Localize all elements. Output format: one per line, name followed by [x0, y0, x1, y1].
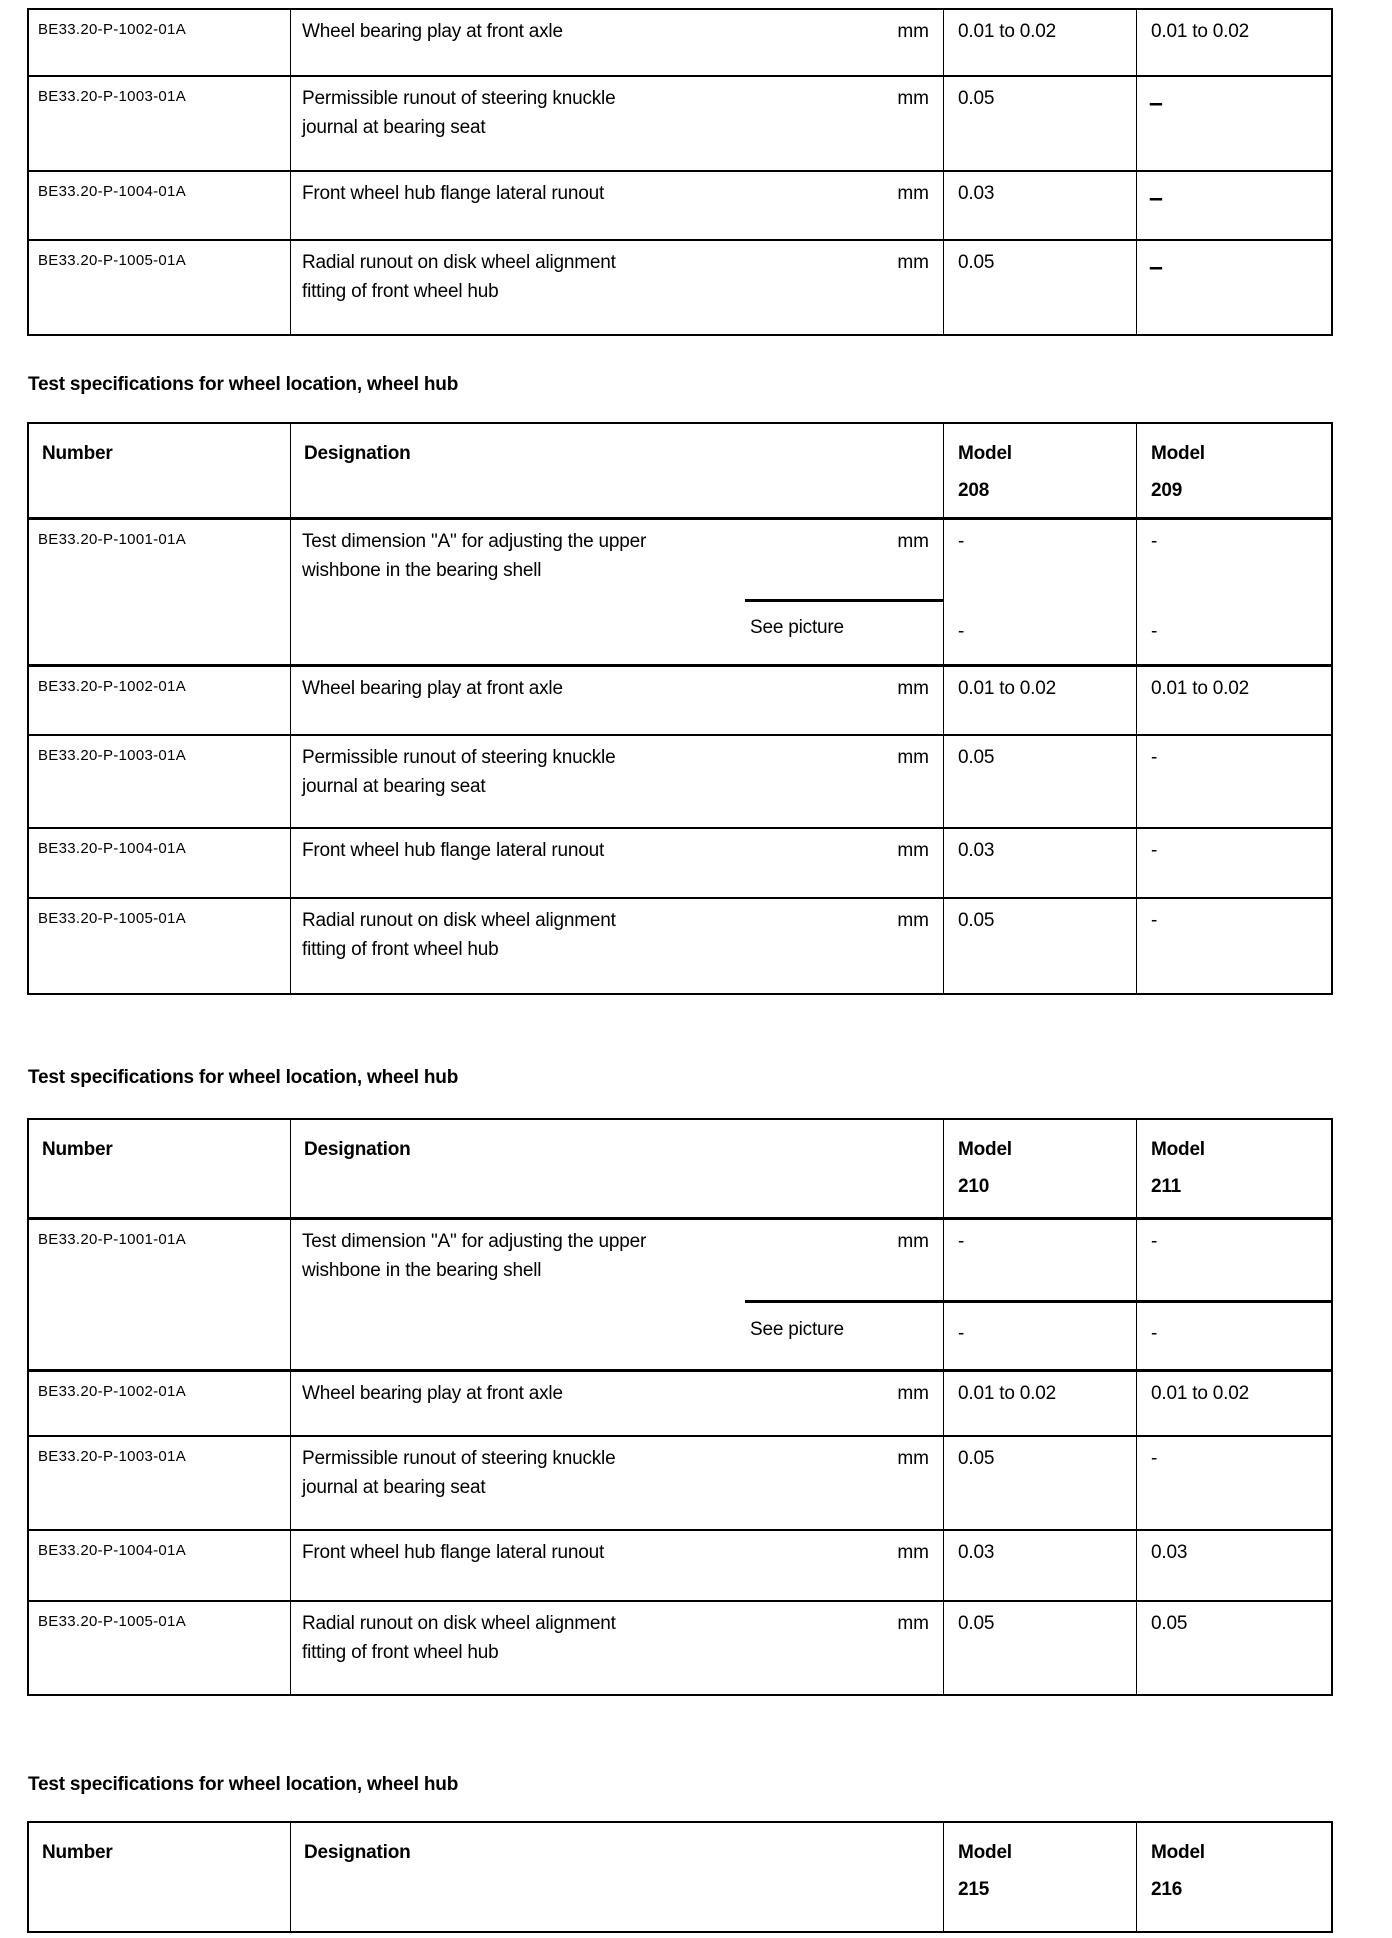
- number-cell: [29, 10, 290, 75]
- section-heading: Test specifications for wheel location, wheel hub: [28, 1067, 459, 1088]
- designation-cell: [290, 899, 943, 993]
- table-row: [29, 10, 1331, 75]
- table-row: [29, 734, 1331, 827]
- designation-text: [291, 667, 563, 703]
- designation-text: [291, 1531, 604, 1567]
- designation-text: [291, 736, 615, 801]
- number-cell: [29, 77, 290, 170]
- number-cell: [29, 172, 290, 239]
- designation-line: fitting of front wheel hub: [302, 281, 499, 302]
- model-b-value: 0.01 to 0.02: [1136, 667, 1331, 734]
- unit-label: mm: [897, 1231, 929, 1252]
- column-header-designation: Designation: [290, 424, 943, 517]
- table-row-composite: [29, 517, 1331, 664]
- spec-number: BE33.20-P-1003-01A: [38, 747, 186, 764]
- designation-line: fitting of front wheel hub: [302, 939, 499, 960]
- designation-line: journal at bearing seat: [302, 117, 486, 138]
- table-row: [29, 170, 1331, 239]
- model-a-value: 0.05: [943, 241, 1136, 334]
- section-heading: Test specifications for wheel location, wheel hub: [28, 374, 459, 395]
- table-header-row: [29, 424, 1331, 517]
- model-a-value: 0.01 to 0.02: [943, 10, 1136, 75]
- model-b-value: -: [1136, 829, 1331, 897]
- designation-line: Permissible runout of steering knuckle: [302, 88, 616, 109]
- column-header-designation: Designation: [290, 1823, 943, 1931]
- number-cell: [29, 1531, 290, 1600]
- number-cell: [29, 736, 290, 827]
- unit-label: mm: [897, 88, 929, 109]
- model-b-number: 211: [1151, 1176, 1182, 1197]
- table-row: [29, 897, 1331, 993]
- table-header-row: [29, 1823, 1331, 1931]
- designation-text: [291, 77, 615, 142]
- designation-text: [291, 899, 616, 964]
- designation-line: fitting of front wheel hub: [302, 1642, 499, 1663]
- unit-label: mm: [897, 840, 929, 861]
- model-a-value: 0.05: [943, 736, 1136, 827]
- designation-line: Test dimension "A" for adjusting the upper: [302, 531, 647, 552]
- spec-number: BE33.20-P-1005-01A: [38, 252, 186, 269]
- model-b-value: -: [1136, 736, 1331, 827]
- model-b-number: 216: [1151, 1879, 1183, 1900]
- spec-number: BE33.20-P-1002-01A: [38, 1383, 186, 1400]
- designation-cell: [290, 520, 943, 664]
- designation-line: journal at bearing seat: [302, 1477, 486, 1498]
- spec-table-208-209: [27, 422, 1333, 995]
- designation-text: [291, 1437, 615, 1502]
- see-picture-label: See picture: [750, 1319, 844, 1340]
- unit-label: mm: [897, 531, 929, 552]
- designation-cell: [290, 1531, 943, 1600]
- spec-table-continuation: [27, 8, 1333, 336]
- model-a-value: 0.03: [943, 1531, 1136, 1600]
- number-cell: [29, 520, 290, 664]
- model-b-value: 0.05: [1136, 1602, 1331, 1694]
- model-a-value: 0.01 to 0.02: [943, 667, 1136, 734]
- number-cell: [29, 829, 290, 897]
- spec-number: BE33.20-P-1001-01A: [38, 1231, 186, 1248]
- model-b-value-sub: -: [1151, 621, 1158, 642]
- section-heading: Test specifications for wheel location, wheel hub: [28, 1774, 459, 1795]
- spec-number: BE33.20-P-1005-01A: [38, 910, 186, 927]
- number-cell: [29, 899, 290, 993]
- spec-number: BE33.20-P-1002-01A: [38, 21, 186, 38]
- designation-line: journal at bearing seat: [302, 776, 486, 797]
- model-b-value: -: [1136, 899, 1331, 993]
- designation-cell: [290, 1437, 943, 1529]
- column-header-number: Number: [42, 443, 113, 464]
- table-row: [29, 827, 1331, 897]
- designation-cell: [290, 10, 943, 75]
- table-header-row: [29, 1120, 1331, 1217]
- unit-label: mm: [897, 21, 929, 42]
- designation-line: Radial runout on disk wheel alignment: [302, 1613, 616, 1634]
- model-a-value: 0.01 to 0.02: [943, 1372, 1136, 1435]
- model-b-value: 0.03: [1136, 1531, 1331, 1600]
- designation-text: [291, 520, 646, 585]
- designation-line: Front wheel hub flange lateral runout: [302, 183, 605, 204]
- model-a-value-sub: -: [958, 621, 965, 642]
- table-row: [29, 75, 1331, 170]
- model-b-value: –: [1136, 172, 1331, 239]
- table-row: [29, 239, 1331, 334]
- model-a-cell: [943, 1220, 1136, 1369]
- spec-table-210-211: [27, 1118, 1333, 1696]
- designation-line: Permissible runout of steering knuckle: [302, 1448, 616, 1469]
- designation-text: [291, 1372, 563, 1408]
- model-b-cell: [1136, 520, 1331, 664]
- designation-line: Front wheel hub flange lateral runout: [302, 1542, 605, 1563]
- unit-label: mm: [897, 678, 929, 699]
- column-header-designation: Designation: [290, 1120, 943, 1217]
- designation-cell: [290, 736, 943, 827]
- spec-table-215-216: [27, 1821, 1333, 1933]
- column-header-model-a: Model 210: [943, 1120, 1136, 1217]
- model-a-value: -: [958, 1231, 965, 1252]
- number-cell: [29, 1220, 290, 1369]
- designation-text: [291, 829, 604, 865]
- table-row-composite: [29, 1217, 1331, 1369]
- unit-label: mm: [897, 910, 929, 931]
- model-a-value: 0.05: [943, 77, 1136, 170]
- spec-number: BE33.20-P-1004-01A: [38, 183, 186, 200]
- table-row: [29, 664, 1331, 734]
- unit-label: mm: [897, 252, 929, 273]
- designation-line: Wheel bearing play at front axle: [302, 678, 563, 699]
- designation-line: wishbone in the bearing shell: [302, 560, 542, 581]
- designation-text: [291, 1602, 616, 1667]
- model-a-value-sub: -: [958, 1323, 965, 1344]
- column-header-number: Number: [42, 1842, 113, 1863]
- model-a-number: 210: [958, 1176, 990, 1197]
- column-header-model-a: Model 208: [943, 424, 1136, 517]
- model-b-cell: [1136, 1220, 1331, 1369]
- unit-label: mm: [897, 1542, 929, 1563]
- model-b-value-sub: -: [1151, 1323, 1158, 1344]
- unit-label: mm: [897, 1448, 929, 1469]
- designation-cell: [290, 241, 943, 334]
- designation-text: [291, 1220, 646, 1285]
- designation-cell: [290, 829, 943, 897]
- unit-label: mm: [897, 1383, 929, 1404]
- model-a-number: 215: [958, 1879, 990, 1900]
- unit-label: mm: [897, 1613, 929, 1634]
- designation-cell: [290, 1602, 943, 1694]
- model-a-value: 0.03: [943, 829, 1136, 897]
- designation-line: Radial runout on disk wheel alignment: [302, 252, 616, 273]
- model-a-value: 0.05: [943, 1602, 1136, 1694]
- designation-cell: [290, 1372, 943, 1435]
- model-a-value: 0.03: [943, 172, 1136, 239]
- column-header-model-b: Model 211: [1136, 1120, 1331, 1217]
- designation-cell: [290, 1220, 943, 1369]
- sub-row-divider: [745, 599, 943, 602]
- model-b-number: 209: [1151, 480, 1183, 501]
- sub-row-divider: [745, 1300, 1331, 1303]
- designation-cell: [290, 172, 943, 239]
- model-b-value: -: [1151, 531, 1158, 552]
- designation-line: Front wheel hub flange lateral runout: [302, 840, 605, 861]
- designation-line: Wheel bearing play at front axle: [302, 21, 563, 42]
- spec-number: BE33.20-P-1001-01A: [38, 531, 186, 548]
- table-row: [29, 1369, 1331, 1435]
- spec-number: BE33.20-P-1005-01A: [38, 1613, 186, 1630]
- model-b-value: 0.01 to 0.02: [1136, 1372, 1331, 1435]
- number-cell: [29, 1437, 290, 1529]
- table-row: [29, 1600, 1331, 1694]
- number-cell: [29, 241, 290, 334]
- designation-line: Wheel bearing play at front axle: [302, 1383, 563, 1404]
- designation-cell: [290, 77, 943, 170]
- unit-label: mm: [897, 747, 929, 768]
- designation-text: [291, 10, 563, 46]
- see-picture-label: See picture: [750, 617, 844, 638]
- column-header-model-a: Model 215: [943, 1823, 1136, 1931]
- column-header-model-b: Model 216: [1136, 1823, 1331, 1931]
- model-b-value: –: [1136, 241, 1331, 334]
- model-a-number: 208: [958, 480, 990, 501]
- table-row: [29, 1435, 1331, 1529]
- column-header-number: Number: [42, 1139, 113, 1160]
- model-b-value: 0.01 to 0.02: [1136, 10, 1331, 75]
- model-b-value: -: [1151, 1231, 1158, 1252]
- table-row: [29, 1529, 1331, 1600]
- number-cell: [29, 1602, 290, 1694]
- model-a-value: 0.05: [943, 899, 1136, 993]
- designation-text: [291, 241, 616, 306]
- model-a-value: -: [958, 531, 965, 552]
- column-header-model-b: Model 209: [1136, 424, 1331, 517]
- unit-label: mm: [897, 183, 929, 204]
- spec-number: BE33.20-P-1002-01A: [38, 678, 186, 695]
- model-b-value: -: [1136, 1437, 1331, 1529]
- spec-number: BE33.20-P-1003-01A: [38, 88, 186, 105]
- designation-line: Radial runout on disk wheel alignment: [302, 910, 616, 931]
- designation-line: wishbone in the bearing shell: [302, 1260, 542, 1281]
- designation-line: Test dimension "A" for adjusting the upper: [302, 1231, 647, 1252]
- spec-number: BE33.20-P-1004-01A: [38, 840, 186, 857]
- designation-line: Permissible runout of steering knuckle: [302, 747, 616, 768]
- model-b-value: –: [1136, 77, 1331, 170]
- spec-number: BE33.20-P-1003-01A: [38, 1448, 186, 1465]
- model-a-value: 0.05: [943, 1437, 1136, 1529]
- designation-cell: [290, 667, 943, 734]
- spec-number: BE33.20-P-1004-01A: [38, 1542, 186, 1559]
- model-a-cell: [943, 520, 1136, 664]
- number-cell: [29, 667, 290, 734]
- number-cell: [29, 1372, 290, 1435]
- designation-text: [291, 172, 604, 208]
